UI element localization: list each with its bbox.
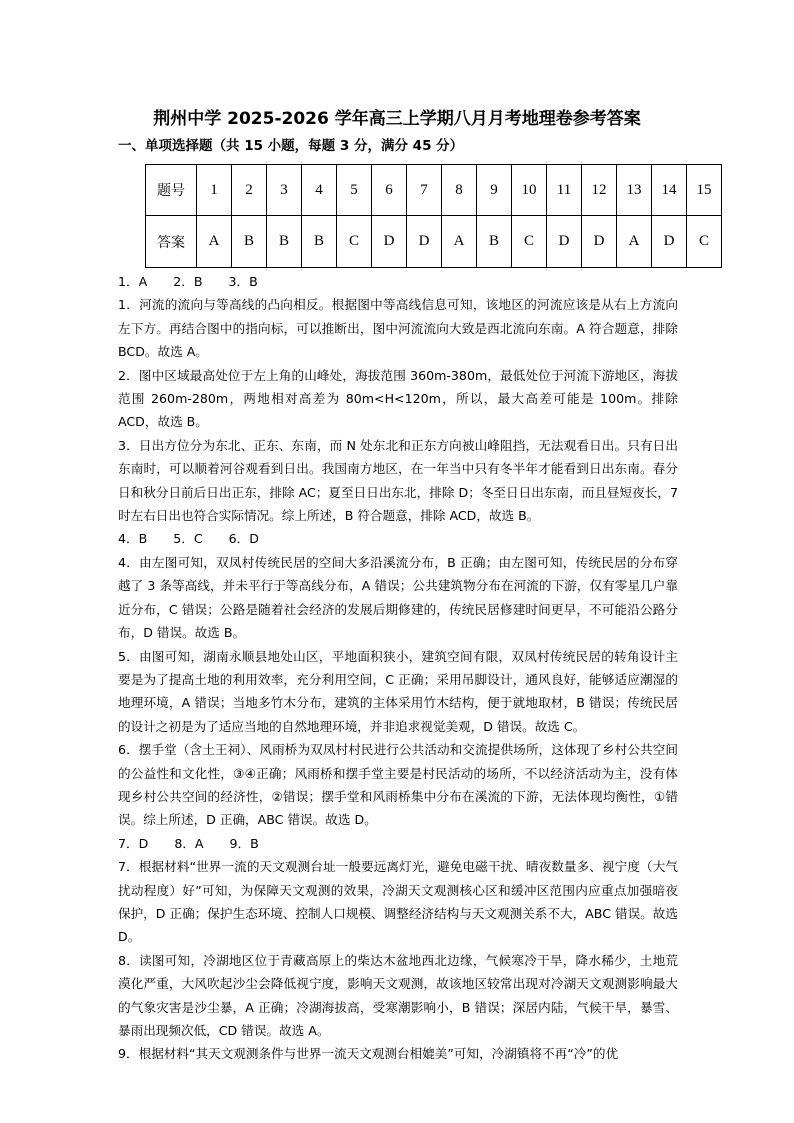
section-heading: 一、单项选择题（共 15 小题，每题 3 分，满分 45 分） <box>118 138 464 154</box>
question-number: 11 <box>547 165 582 216</box>
answer-cell: B <box>232 216 267 268</box>
question-number: 6 <box>372 165 407 216</box>
question-number: 9 <box>477 165 512 216</box>
question-number: 7 <box>407 165 442 216</box>
question-number: 4 <box>302 165 337 216</box>
explanation-q5: 5．由图可知，湖南永顺县地处山区，平地面积狭小，建筑空间有限，双凤村传统民居的转角设计主要是为了提高土地的利用效率，充分利用空间，C 正确；采用吊脚设计，通风良好，能够适应潮湿的地理环境，A 错误；当地多竹木分布，建筑的主体采用竹木结构，便于就地取材，B 错误；传统民居的设计之初是为了适应当地的自然地理环境，并非追求视觉美观，D 错误。故选 C。 <box>118 648 678 734</box>
explanation-q7: 7．根据材料“世界一流的天文观测台址一般要远离灯光，避免电磁干扰、晴夜数量多、视宁度（大气扰动程度）好”可知，为保障天文观测的效果，冷湖天文观测核心区和缓冲区范围内应重点加强暗夜保护，D 正确；保护生态环境、控制人口规模、调整经济结构与天文观测关系不大，ABC 错误。故选 D。 <box>118 859 678 945</box>
answer-cell: C <box>512 216 547 268</box>
question-number: 8 <box>442 165 477 216</box>
explanation-q6: 6．摆手堂（含土王祠）、风雨桥为双凤村村民进行公共活动和交流提供场所，这体现了乡村公共空间的公益性和文化性，③④正确；风雨桥和摆手堂主要是村民活动的场所，不以经济活动为主，没有体现乡村公共空间的经济性，②错误；摆手堂和风雨桥集中分布在溪流的下游，无法体现均衡性，①错误。综上所述，D 正确，ABC 错误。故选 D。 <box>118 742 678 828</box>
answer-cell: B <box>477 216 512 268</box>
answer-cell: D <box>582 216 617 268</box>
answer-cell: A <box>442 216 477 268</box>
question-number: 3 <box>267 165 302 216</box>
explanation-q1: 1．河流的流向与等高线的凸向相反。根据图中等高线信息可知，该地区的河流应该是从右上方流向左下方。再结合图中的指向标，可以推断出，图中河流流向大致是西北流向东南。A 符合题意，排除 BCD。故选 A。 <box>118 297 678 360</box>
answer-cell: D <box>372 216 407 268</box>
question-number: 2 <box>232 165 267 216</box>
answer-cell: D <box>547 216 582 268</box>
question-number: 13 <box>617 165 652 216</box>
answer-summary: 5．C <box>173 531 203 547</box>
answer-cell: D <box>652 216 687 268</box>
question-number-row <box>146 165 722 216</box>
answer-cell: B <box>302 216 337 268</box>
question-number: 14 <box>652 165 687 216</box>
answer-summary: 8．A <box>174 835 204 851</box>
answer-cell: C <box>337 216 372 268</box>
answer-group-7-9 <box>118 832 678 855</box>
answer-summary: 9．B <box>229 835 259 851</box>
answer-summary: 4．B <box>118 531 148 547</box>
answer-group-1-3 <box>118 270 678 293</box>
answer-cell: A <box>197 216 232 268</box>
answer-group-4-6 <box>118 527 678 550</box>
explanation-q4: 4．由左图可知，双凤村传统民居的空间大多沿溪流分布，B 正确；由左图可知，传统民居的分布穿越了 3 条等高线，并未平行于等高线分布，A 错误；公共建筑物分布在河流的下游，仅有零星几户靠近分布，C 错误；公路是随着社会经济的发展后期修建的，传统民居修建时间更早，不可能沿公路分布，D 错误。故选 B。 <box>118 554 678 641</box>
question-number: 5 <box>337 165 372 216</box>
answer-summary: 2．B <box>173 274 203 289</box>
explanation-q2: 2．图中区域最高处位于左上角的山峰处，海拔范围 360m-380m，最低处位于河流下游地区，海拔范围 260m-280m，两地相对高差为 80m<H<120m，所以，最大高差可能是 100m。排除 ACD，故选 B。 <box>118 367 678 430</box>
question-number: 10 <box>512 165 547 216</box>
answer-row <box>146 216 722 268</box>
answer-summary: 3．B <box>228 274 258 289</box>
number-row-label: 题号 <box>146 165 197 216</box>
explanation-q9: 9．根据材料“其天文观测条件与世界一流天文观测台相媲美”可知，冷湖镇将不再“冷”的优 <box>118 1046 619 1062</box>
answer-cell: A <box>617 216 652 268</box>
answer-summary: 7．D <box>118 835 149 851</box>
answer-row-label: 答案 <box>146 216 197 268</box>
question-number: 15 <box>687 165 722 216</box>
answer-table <box>145 164 722 268</box>
answer-cell: B <box>267 216 302 268</box>
page-title: 荆州中学 2025-2026 学年高三上学期八月月考地理卷参考答案 <box>153 109 641 129</box>
explanations <box>118 270 678 1066</box>
question-number: 12 <box>582 165 617 216</box>
explanation-q8: 8．读图可知，冷湖地区位于青藏高原上的柴达木盆地西北边缘，气候寒冷干旱，降水稀少，土地荒漠化严重，大风吹起沙尘会降低视宁度，影响天文观测，故该地区较常出现对冷湖天文观测影响最大的气象灾害是沙尘暴，A 正确；冷湖海拔高，受寒潮影响小，B 错误；深居内陆，气候干旱，暴雪、暴雨出现频次低，CD 错误。故选 A。 <box>118 952 678 1038</box>
answer-cell: D <box>407 216 442 268</box>
answer-summary: 6．D <box>228 531 259 547</box>
answer-cell: C <box>687 216 722 268</box>
answer-summary: 1．A <box>118 274 148 289</box>
question-number: 1 <box>197 165 232 216</box>
explanation-q3: 3．日出方位分为东北、正东、东南，而 N 处东北和正东方向被山峰阻挡，无法观看日出。只有日出东南时，可以顺着河谷观看到日出。我国南方地区，在一年当中只有冬半年才能看到日出东南。春分日和秋分日前后日出正东，排除 AC；夏至日日出东北，排除 D；冬至日日出东南，而且昼短夜长，7 时左右日出也符合实际情况。综上所述，B 符合题意，排除 ACD，故选 B。 <box>118 437 678 524</box>
